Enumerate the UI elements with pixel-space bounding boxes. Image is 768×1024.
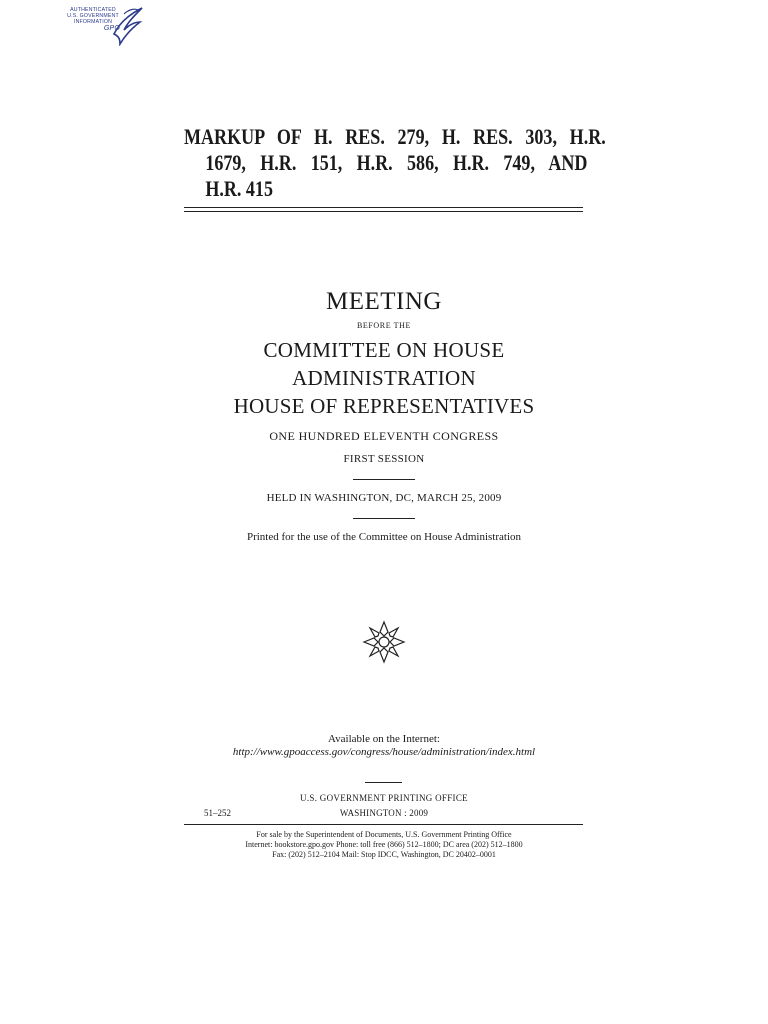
logo-gpo-mark: GPO (103, 25, 120, 32)
logo-line-authenticated: AUTHENTICATED (70, 7, 116, 13)
meeting-heading: MEETING (326, 288, 442, 315)
gpo-authentication-logo (62, 4, 148, 48)
committee-line-1: COMMITTEE ON HOUSE (263, 338, 505, 362)
divider-rule (353, 479, 415, 480)
title-line-1: MARKUP OF H. RES. 279, H. RES. 303, H.R. (184, 124, 606, 149)
title-rule-bottom (184, 211, 583, 212)
printed-for-label: Printed for the use of the Committee on House Administration (246, 531, 522, 543)
title-line-3: H.R. 415 (205, 176, 273, 201)
logo-line-government: U.S. GOVERNMENT (67, 13, 119, 19)
title-line-2: 1679, H.R. 151, H.R. 586, H.R. 749, AND (205, 150, 588, 175)
document-title (184, 124, 606, 202)
divider-rule (353, 518, 415, 519)
bottom-rule (184, 824, 583, 825)
before-the-label: BEFORE THE (356, 321, 412, 330)
logo-line-information: INFORMATION (73, 19, 113, 25)
committee-line-3: HOUSE OF REPRESENTATIVES (233, 394, 535, 418)
available-internet-label: Available on the Internet: (328, 733, 440, 745)
congress-label: ONE HUNDRED ELEVENTH CONGRESS (269, 429, 499, 443)
sale-info-line-1: For sale by the Superintendent of Documents, U.S. Government Printing Office (256, 830, 512, 839)
publisher-office: U.S. GOVERNMENT PRINTING OFFICE (300, 793, 468, 803)
sale-info-line-3: Fax: (202) 512–2104 Mail: Stop IDCC, Washington, DC 20402–0001 (272, 850, 496, 859)
sale-info-line-2: Internet: bookstore.gpo.gov Phone: toll free (866) 512–1800; DC area (202) 512–1800 (245, 840, 523, 849)
held-in-label: HELD IN WASHINGTON, DC, MARCH 25, 2009 (266, 492, 502, 504)
committee-line-2: ADMINISTRATION (292, 366, 476, 390)
internet-url: http://www.gpoaccess.gov/congress/house/administration/index.html (232, 746, 536, 758)
session-label: FIRST SESSION (343, 453, 425, 465)
publisher-place-year: WASHINGTON : 2009 (339, 808, 429, 818)
divider-rule (365, 782, 402, 783)
eagle-icon (110, 4, 144, 46)
title-rule-top (184, 207, 583, 208)
document-number: 51–252 (204, 808, 231, 818)
gpo-seal-icon (362, 620, 406, 664)
